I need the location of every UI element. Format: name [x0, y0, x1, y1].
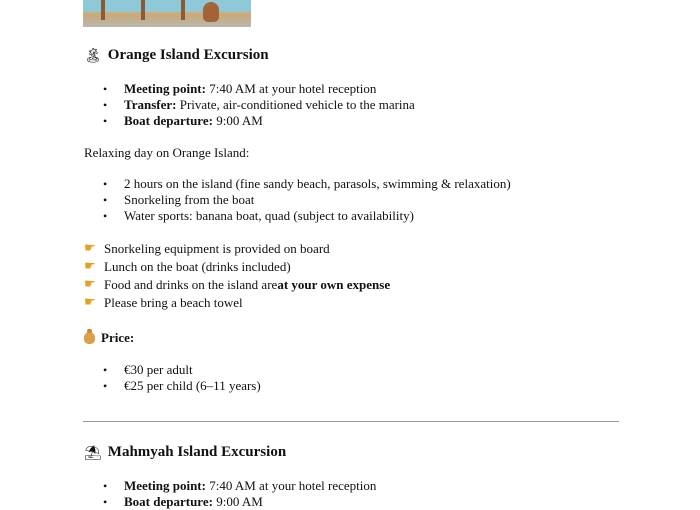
logistics-list — [84, 478, 376, 510]
list-item: • Snorkeling from the boat — [84, 192, 511, 208]
section-divider — [83, 421, 619, 422]
price-list — [84, 362, 261, 394]
list-item: • Boat departure: 9:00 AM — [84, 113, 415, 129]
list-item: • Meeting point: 7:40 AM at your hotel reception — [84, 81, 415, 97]
beach-photo — [83, 0, 251, 27]
hand-pointing-right-icon: ☛ — [84, 295, 96, 310]
beach-umbrella-icon: ⛱ — [84, 444, 102, 461]
list-item: • 2 hours on the island (fine sandy beach, parasols, swimming & relaxation) — [84, 176, 511, 192]
list-item: • Meeting point: 7:40 AM at your hotel reception — [84, 478, 376, 494]
list-item: • €30 per adult — [84, 362, 261, 378]
list-item: • Boat departure: 9:00 AM — [84, 494, 376, 510]
tip-item: ☛ Snorkeling equipment is provided on board — [84, 241, 330, 256]
list-item: • Transfer: Private, air-conditioned vehicle to the marina — [84, 97, 415, 113]
section-title — [84, 47, 269, 64]
tip-item: ☛ Lunch on the boat (drinks included) — [84, 259, 291, 274]
desert-island-icon: 🏝 — [84, 47, 102, 64]
intro-text: Relaxing day on Orange Island: — [84, 145, 250, 160]
tips-list — [84, 240, 390, 312]
money-bag-icon — [84, 332, 95, 344]
price-label: Price: — [101, 330, 135, 345]
tip-item: ☛ Please bring a beach towel — [84, 295, 243, 310]
price-heading — [84, 330, 134, 346]
list-item: • €25 per child (6–11 years) — [84, 378, 261, 394]
hand-pointing-right-icon: ☛ — [84, 277, 96, 292]
hand-pointing-right-icon: ☛ — [84, 241, 96, 256]
section-title-text: Orange Island Excursion — [107, 47, 269, 63]
section-title-text: Mahmyah Island Excursion — [107, 444, 287, 460]
tip-item: ☛ Food and drinks on the island are at your own expense — [84, 277, 391, 292]
activities-list — [84, 176, 511, 224]
section-title — [84, 444, 286, 461]
list-item: • Water sports: banana boat, quad (subject to availability) — [84, 208, 511, 224]
hand-pointing-right-icon: ☛ — [84, 259, 96, 274]
logistics-list — [84, 81, 415, 129]
